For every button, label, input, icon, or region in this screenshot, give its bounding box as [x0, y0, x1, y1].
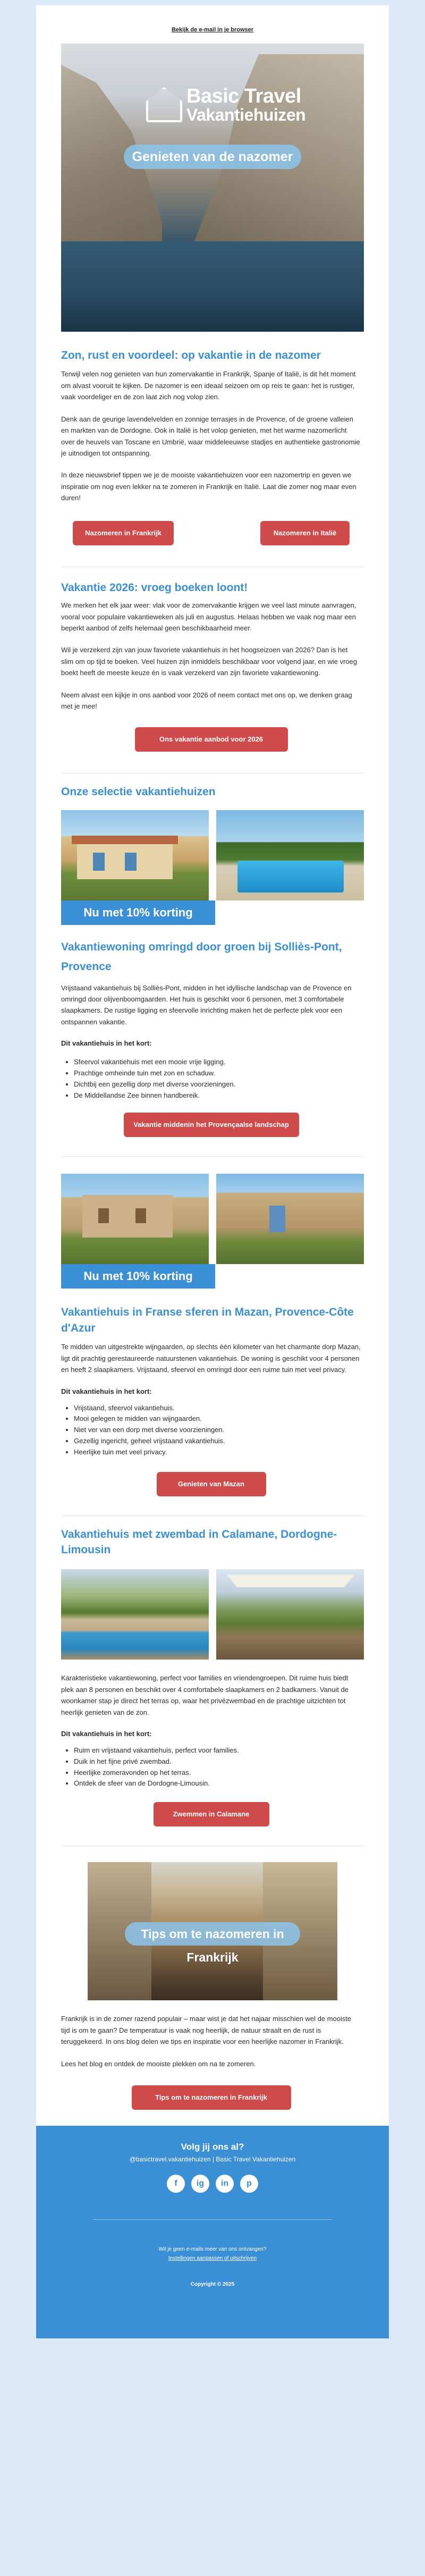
footer-follow-title: Volg jij ons al?	[181, 2142, 244, 2152]
offer-2026-button[interactable]: Ons vakantie aanbod voor 2026	[135, 727, 288, 752]
list-item: • Duik in het fijne privé zwembad.	[74, 1756, 361, 1767]
house1-list-title: Dit vakantiehuis in het kort:	[61, 1039, 152, 1048]
house1-text: Vrijstaand vakantiehuis bij Solliès-Pont, midden in het idyllische landschap van de Provence en omringd door olijvenboomgaarden. Het huis is geschikt voor 6 personen, met 3 comfortabele slaapkamers. De rustige ligging en sfeervolle inrichting maken het de perfecte plek voor een ontspannen vakantie.	[61, 983, 352, 1026]
footer-copyright: Copyright © 2025	[190, 2282, 235, 2288]
intro-paragraph-3: In deze nieuwsbrief tippen we je de mooiste vakantiehuizen voor een nazomertrip en geven we inspiratie om nog even lekker na te zomeren in Frankrijk en Italië. Laat die zomer nog maar even duren!	[61, 471, 356, 502]
footer	[36, 2126, 389, 2338]
list-item: • Gezellig ingericht, geheel vrijstaand vakantiehuis.	[74, 1436, 361, 1447]
house3-feature-list	[61, 1745, 361, 1789]
selection-title: Onze selectie vakantiehuizen	[61, 785, 216, 798]
house1-photo-2[interactable]	[216, 810, 364, 900]
house-logo-icon	[146, 87, 182, 122]
social-links	[36, 2175, 389, 2193]
brand-logo	[146, 86, 305, 123]
house2-button[interactable]: Genieten van Mazan	[157, 1472, 266, 1496]
hero-image	[61, 44, 364, 332]
footer-handles: @basictravel.vakantiehuizen | Basic Travel Vakantiehuizen	[129, 2156, 296, 2163]
footer-settings-link[interactable]: Instellingen aanpassen of uitschrijven	[168, 2255, 257, 2262]
house2-section	[36, 1304, 389, 1496]
house3-button[interactable]: Zwemmen in Calamane	[154, 1802, 269, 1826]
house1-photos	[61, 810, 364, 900]
house1-feature-list	[61, 1057, 361, 1101]
hero-tagline: Genieten van de nazomer	[124, 145, 301, 169]
house2-text: Te midden van uitgestrekte wijngaarden, op slechts één kilometer van het charmante dorp Mazan, ligt dit prachtig gerestaureerde natuurstenen vakantiehuis. De woning is geschikt voor 4 personen en heeft 2 slaapkamers. Vrijstaand, sfeervol en omringd door een ruime tuin met veel privacy.	[61, 1343, 361, 1374]
brand-line1: Basic Travel	[186, 85, 301, 107]
tips-button[interactable]: Tips om te nazomeren in Frankrijk	[132, 2085, 291, 2110]
house2-photo-2[interactable]	[216, 1174, 364, 1264]
intro-title: Zon, rust en voordeel: op vakantie in de nazomer	[61, 349, 321, 361]
tips-image-label: Tips om te nazomeren in Frankrijk	[125, 1922, 300, 1946]
book-paragraph-3: Neem alvast een kijkje in ons aanbod voor 2026 of neem contact met ons op, we denken graag met je mee!	[61, 691, 352, 711]
footer-divider	[93, 2219, 332, 2220]
house1-discount-badge: Nu met 10% korting	[61, 900, 215, 925]
house3-photos	[61, 1569, 364, 1660]
linkedin-icon[interactable]: in	[216, 2175, 234, 2193]
book-title: Vakantie 2026: vroeg boeken loont!	[61, 581, 248, 594]
house1-section	[36, 938, 389, 1137]
list-item: • Niet ver van een dorp met diverse voorzieningen.	[74, 1425, 361, 1436]
list-item: • Heerlijke zomeravonden op het terras.	[74, 1767, 361, 1779]
list-item: • De Middellandse Zee binnen handbereik.	[74, 1090, 361, 1101]
italy-button[interactable]: Nazomeren in Italië	[260, 521, 350, 545]
book-paragraph-2: Wil je verzekerd zijn van jouw favoriete vakantiehuis in het hoogseizoen van 2026? Dan is het slim om op tijd te boeken. Veel huizen zijn inmiddels beschikbaar voor volgend jaar, en wie vroeg boekt heeft de meeste keuze én is vaak verzekerd van zijn favoriete vakantiewoning.	[61, 646, 358, 677]
house3-section	[36, 1672, 389, 1826]
house2-title: Vakantiehuis in Franse sferen in Mazan, Provence-Côte d'Azur	[61, 1306, 354, 1334]
house2-discount-badge: Nu met 10% korting	[61, 1264, 215, 1289]
house1-title: Vakantiewoning omringd door groen bij Solliès-Pont, Provence	[61, 941, 342, 973]
house3-text: Karakteristieke vakantiewoning, perfect voor families en vriendengroepen. Dit ruime huis biedt plek aan 8 personen en beschikt over 4 comfortabele slaapkamers en 2 badkamers. Vanuit de woonkamer stap je direct het terras op, waar het privézwembad en de prachtige uitzichten tot heerlijk genieten van de zon.	[61, 1674, 349, 1716]
house2-photo-1[interactable]	[61, 1174, 209, 1264]
house2-feature-list	[61, 1403, 361, 1458]
tips-image[interactable]	[88, 1862, 337, 2000]
house1-button[interactable]: Vakantie middenin het Provençaalse landschap	[124, 1113, 299, 1137]
tips-paragraph-1: Frankrijk is in de zomer razend populair – maar wist je dat het najaar misschien wel de mooiste tijd is om te gaan? De temperatuur is vaak nog heerlijk, de natuur straalt en de rust is teruggekeerd. In ons blog delen we tips en inspiratie voor een heerlijke nazomer in Frankrijk.	[61, 2015, 352, 2046]
house3-list-title: Dit vakantiehuis in het kort:	[61, 1730, 152, 1738]
house3-photo-1[interactable]	[61, 1569, 209, 1660]
list-item: • Dichtbij een gezellig dorp met diverse voorzieningen.	[74, 1079, 361, 1090]
footer-unsubscribe-question: Wil je geen e-mails meer van ons ontvangen?	[158, 2246, 267, 2253]
brand-line2: Vakantiehuizen	[186, 105, 306, 124]
list-item: • Prachtige omheinde tuin met zon en schaduw.	[74, 1068, 361, 1079]
view-in-browser-link[interactable]: Bekijk de e-mail in je browser	[171, 27, 254, 33]
book-early-section	[36, 580, 389, 752]
list-item: • Vrijstaand, sfeervol vakantiehuis.	[74, 1403, 361, 1414]
house1-photo-1[interactable]	[61, 810, 209, 900]
list-item: • Ruim en vrijstaand vakantiehuis, perfect voor families.	[74, 1745, 361, 1756]
list-item: • Mooi gelegen te midden van wijngaarden.	[74, 1413, 361, 1425]
france-button[interactable]: Nazomeren in Frankrijk	[73, 521, 174, 545]
hero-water	[61, 241, 364, 332]
list-item: • Heerlijke tuin met veel privacy.	[74, 1447, 361, 1458]
pinterest-icon[interactable]: p	[240, 2175, 258, 2193]
instagram-icon[interactable]: ig	[191, 2175, 209, 2193]
house3-title: Vakantiehuis met zwembad in Calamane, Dordogne- Limousin	[61, 1528, 337, 1556]
tips-section	[36, 2013, 389, 2110]
book-paragraph-1: We merken het elk jaar weer: vlak voor de zomervakantie krijgen we veel last minute aanvragen, vooral voor populaire vakantieweken als juli en augustus. Helaas hebben we vaak nog maar een beperkt aanbod of zelfs helemaal geen beschikbaarheid meer.	[61, 601, 356, 633]
list-item: • Sfeervol vakantiehuis met een mooie vrije ligging.	[74, 1057, 361, 1068]
intro-section	[36, 348, 389, 545]
intro-paragraph-2: Denk aan de geurige lavendelvelden en zonnige terrasjes in de Provence, of de groene valleien en markten van de Dordogne. Ook in Italië is het volop genieten, met het warme nazomerlicht over de heuvels van Toscane en Umbrië, waar middeleeuwse stadjes en authentieke gastronomie je uitnodigen tot ontspanning.	[61, 415, 360, 458]
facebook-icon[interactable]: f	[167, 2175, 185, 2193]
house3-photo-2[interactable]	[216, 1569, 364, 1660]
intro-paragraph-1: Terwijl velen nog genieten van hun zomervakantie in Frankrijk, Spanje of Italië, is dit hét moment om alvast vooruit te kijken. De nazomer is een ideaal seizoen om op reis te gaan: het is rustiger, vaak voordeliger en de zon laat zich nog volop zien.	[61, 370, 356, 401]
tips-paragraph-2: Lees het blog en ontdek de mooiste plekken om na te zomeren.	[61, 2059, 256, 2068]
divider	[61, 1156, 364, 1157]
house2-photos	[61, 1174, 364, 1264]
list-item: • Ontdek de sfeer van de Dordogne-Limousin.	[74, 1778, 361, 1789]
house2-list-title: Dit vakantiehuis in het kort:	[61, 1387, 152, 1395]
email-container	[36, 5, 389, 2338]
